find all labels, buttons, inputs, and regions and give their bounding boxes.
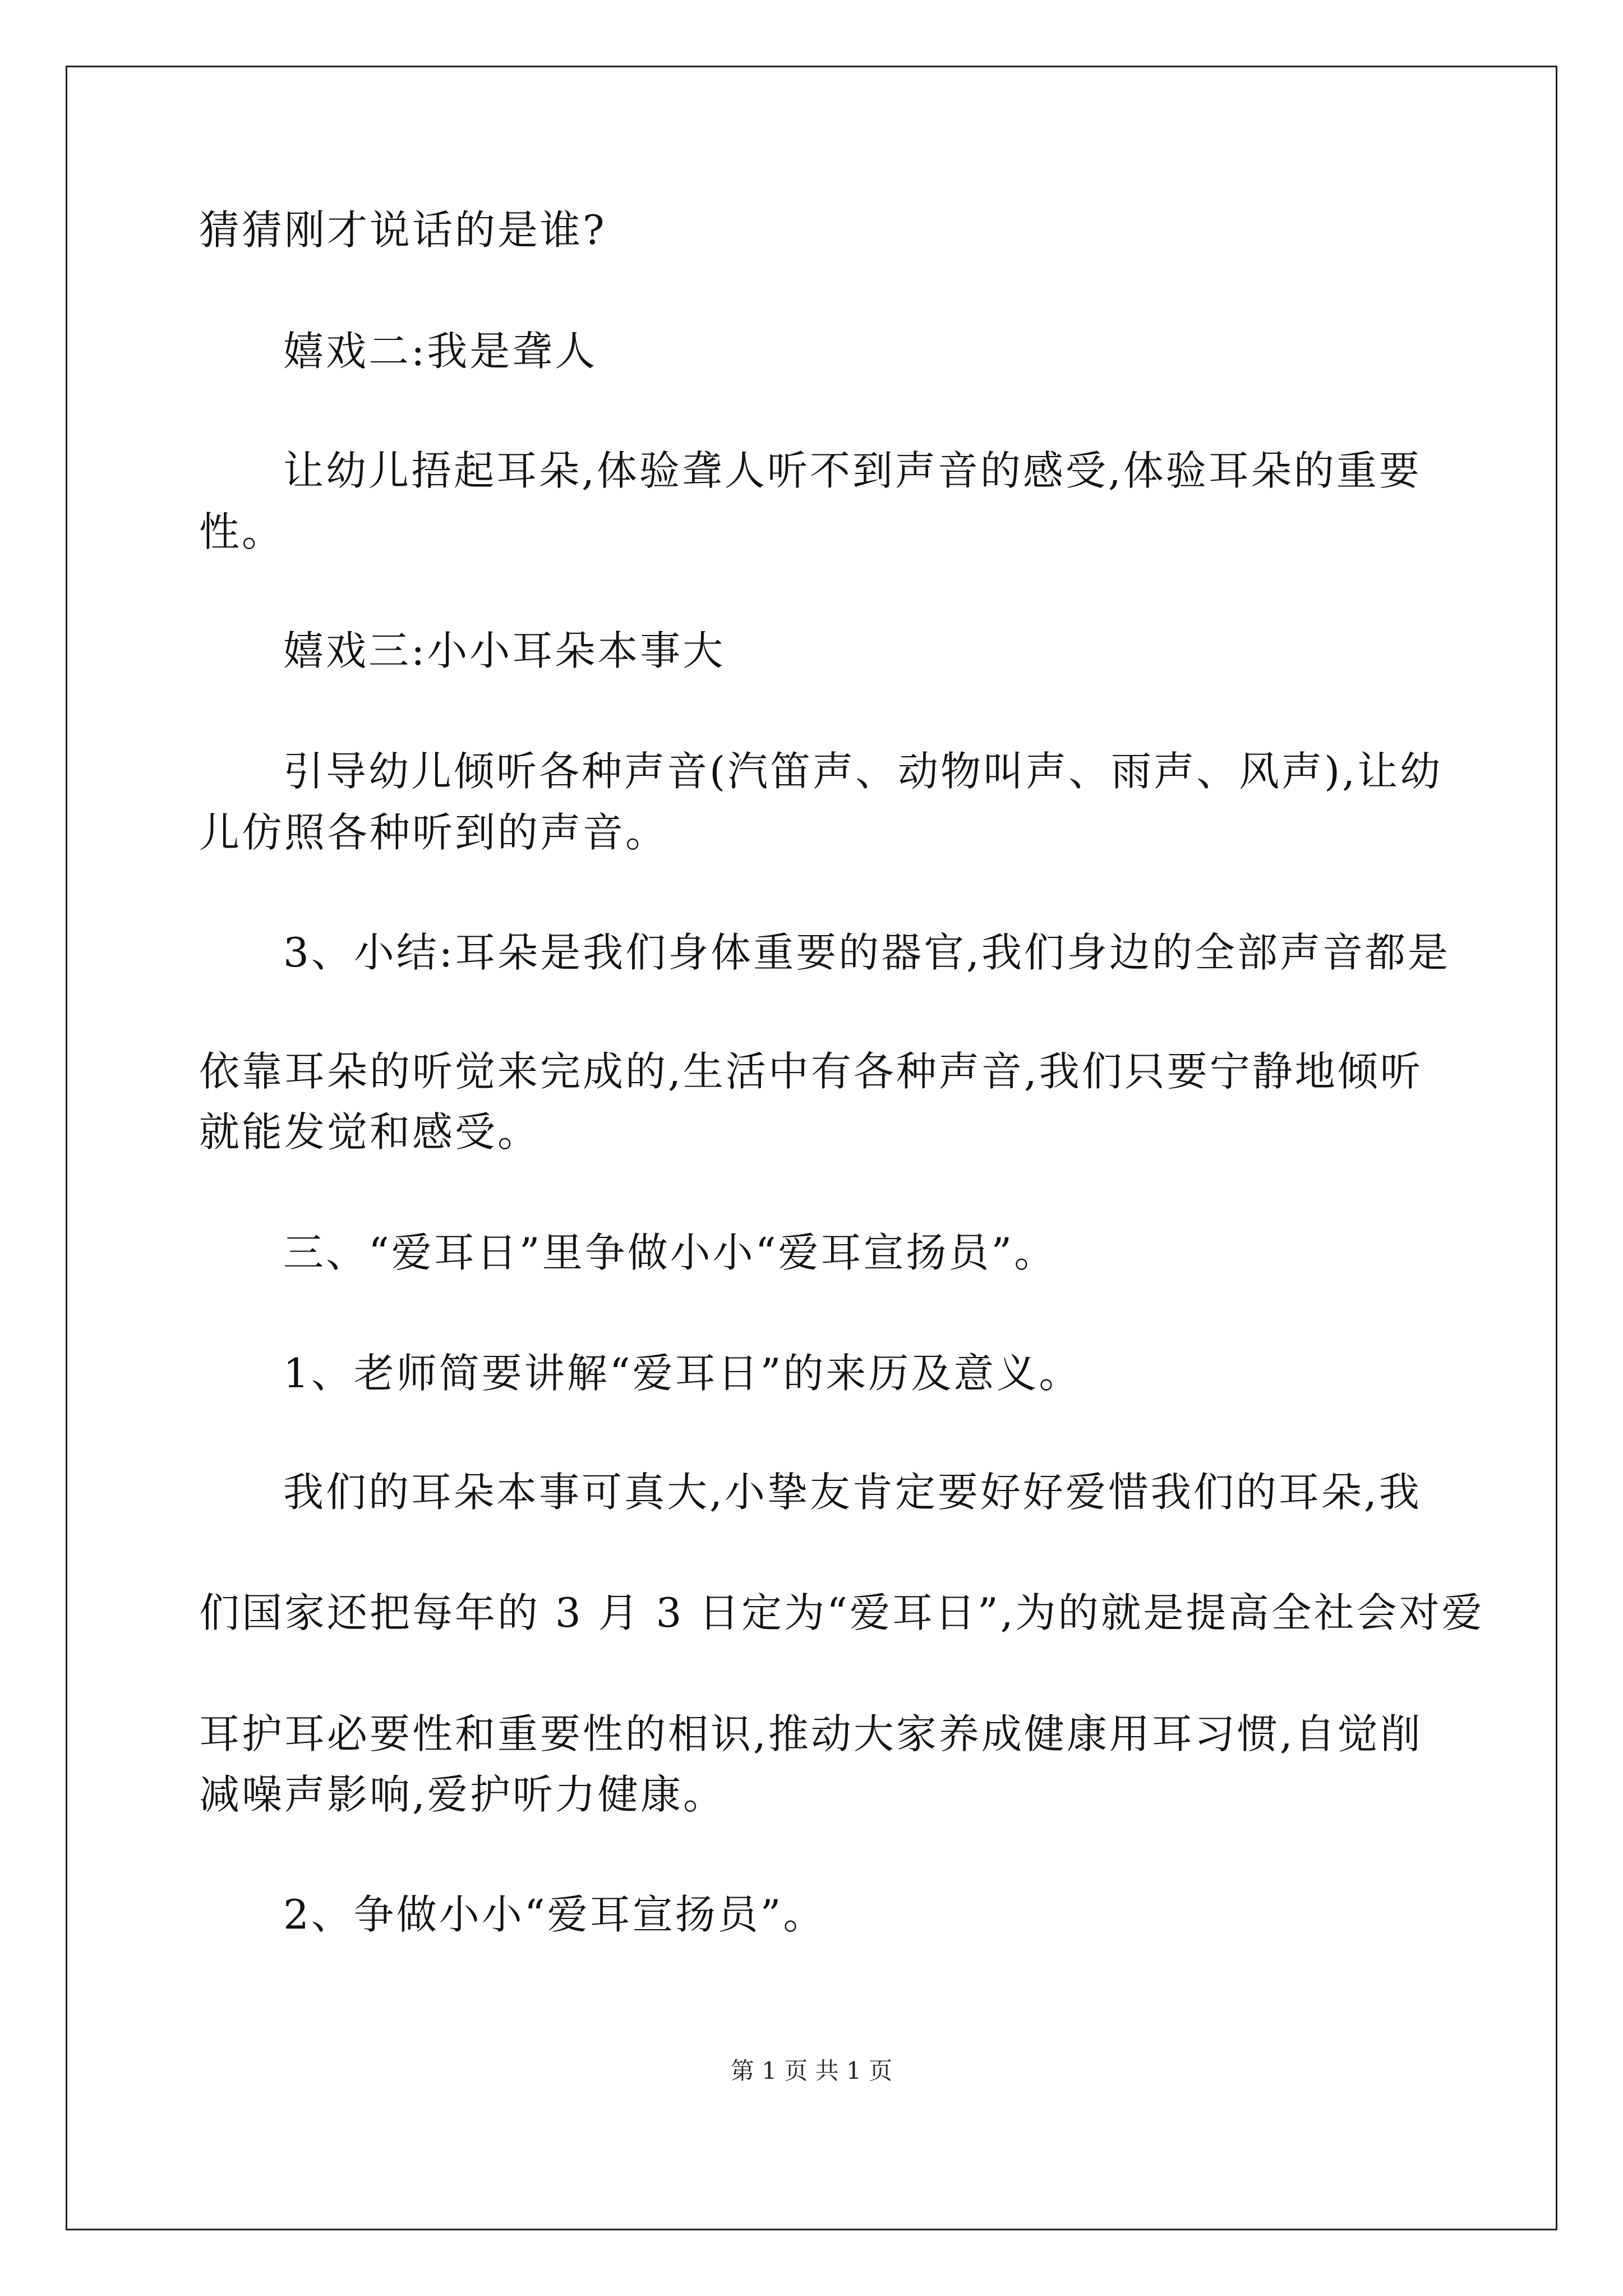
page-number-footer: 第 1 页 共 1 页 xyxy=(730,2057,893,2085)
text-line-game-three-desc-2: 儿仿照各种听到的声音。 xyxy=(199,809,668,856)
text-line-summary-1: 3、小结:耳朵是我们身体重要的器官,我们身边的全部声音都是 xyxy=(283,929,1450,976)
text-line-item-one-desc-3: 耳护耳必要性和重要性的相识,推动大家养成健康用耳习惯,自觉削 xyxy=(199,1710,1423,1757)
text-line-game-two-desc-2: 性。 xyxy=(199,508,285,555)
text-line-item-one-desc-4: 减噪声影响,爱护听力健康。 xyxy=(199,1771,726,1818)
text-line-game-two-title: 嬉戏二:我是聋人 xyxy=(283,328,598,375)
text-line-summary-3: 就能发觉和感受。 xyxy=(199,1108,541,1156)
text-line-item-one-desc-1: 我们的耳朵本事可真大,小挚友肯定要好好爱惜我们的耳朵,我 xyxy=(283,1469,1422,1516)
text-line-item-one-title: 1、老师简要讲解“爱耳日”的来历及意义。 xyxy=(283,1350,1082,1397)
text-line-game-two-desc-1: 让幼儿捂起耳朵,体验聋人听不到声音的感受,体验耳朵的重要 xyxy=(283,447,1422,494)
text-line-summary-2: 依靠耳朵的听觉来完成的,生活中有各种声音,我们只要宁静地倾听 xyxy=(199,1048,1423,1095)
text-line-section-three-title: 三、“爱耳日”里争做小小“爱耳宣扬员”。 xyxy=(283,1229,1057,1276)
text-line-item-one-desc-2: 们国家还把每年的 3 月 3 日定为“爱耳日”,为的就是提高全社会对爱 xyxy=(199,1589,1484,1636)
text-line-guess-speaker: 猜猜刚才说话的是谁? xyxy=(199,206,607,254)
text-line-game-three-desc-1: 引导幼儿倾听各种声音(汽笛声、动物叫声、雨声、风声),让幼 xyxy=(283,748,1443,795)
text-line-game-three-title: 嬉戏三:小小耳朵本事大 xyxy=(283,627,726,674)
text-line-item-two-title: 2、争做小小“爱耳宣扬员”。 xyxy=(283,1891,826,1938)
